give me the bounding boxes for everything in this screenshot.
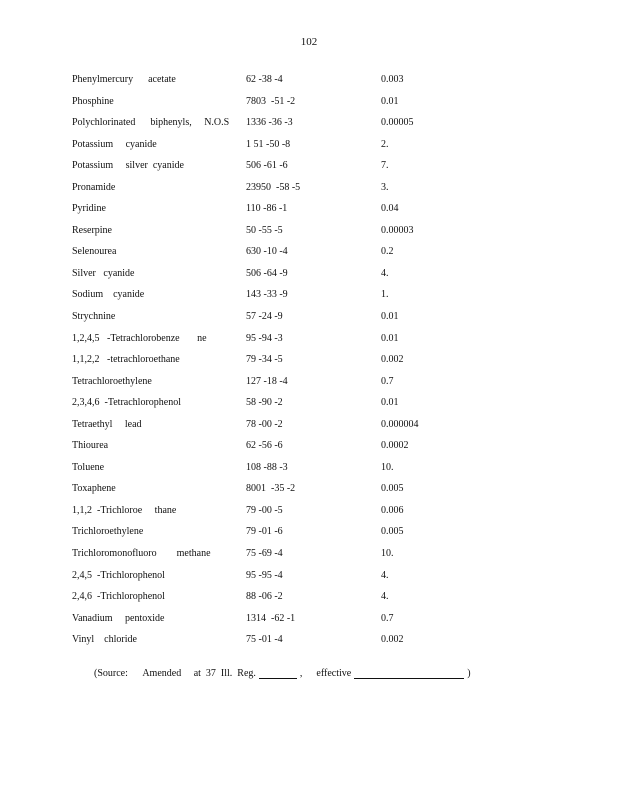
limit-value: 10.: [381, 461, 394, 473]
cas-number: 8001 -35 -2: [246, 483, 296, 495]
table-row: [72, 419, 492, 441]
table-row: [72, 376, 492, 398]
chemical-name: Toxaphene: [72, 483, 116, 495]
limit-value: 0.006: [381, 504, 404, 516]
cas-number: 79 -34 -5: [246, 354, 283, 366]
chemical-name: Phenylmercury acetate: [72, 74, 176, 85]
chemical-name: Strychnine: [72, 311, 116, 323]
limit-value: 0.002: [381, 354, 404, 366]
limit-value: 0.005: [381, 526, 404, 538]
chemical-name: 2,4,5 -Trichlorophenol: [72, 569, 165, 581]
limit-value: 0.003: [381, 74, 404, 85]
chemical-name: Pronamide: [72, 181, 116, 193]
cas-number: 108 -88 -3: [246, 461, 288, 473]
cas-number: 1 51 -50 -8: [246, 138, 291, 150]
table-row: [72, 591, 492, 613]
chemical-name: Pyridine: [72, 203, 106, 215]
chemical-name: Vanadium pentoxide: [72, 612, 165, 624]
limit-value: 0.01: [381, 95, 399, 107]
cas-number: 88 -06 -2: [246, 591, 283, 603]
cas-number: 7803 -51 -2: [246, 95, 296, 107]
chemical-name: Silver cyanide: [72, 267, 135, 279]
limit-value: 4.: [381, 569, 389, 581]
limit-value: 0.01: [381, 397, 399, 409]
limit-value: 0.002: [381, 634, 404, 646]
chemical-name: Tetrachloroethylene: [72, 375, 152, 387]
table-row: [72, 203, 492, 225]
table-row: [72, 613, 492, 635]
chemical-name: Sodium cyanide: [72, 289, 145, 301]
cas-number: 57 -24 -9: [246, 311, 283, 323]
chemical-name: Potassium silver cyanide: [72, 160, 184, 172]
table-row: [72, 74, 492, 96]
cas-number: 506 -64 -9: [246, 267, 288, 279]
chemical-name: Reserpine: [72, 224, 112, 236]
table-row: [72, 268, 492, 290]
table-row: [72, 548, 492, 570]
cas-number: 75 -69 -4: [246, 548, 283, 560]
table-row: [72, 182, 492, 204]
chemical-name: 1,1,2 -Trichloroe thane: [72, 504, 177, 516]
table-row: [72, 397, 492, 419]
limit-value: 0.7: [381, 612, 394, 624]
limit-value: 0.0002: [381, 440, 409, 452]
table-row: [72, 139, 492, 161]
table-row: [72, 333, 492, 355]
chemical-name: 1,2,4,5 -Tetrachlorobenze ne: [72, 332, 207, 344]
cas-number: 1336 -36 -3: [246, 117, 293, 129]
cas-number: 127 -18 -4: [246, 375, 288, 387]
register-blank: [259, 668, 297, 679]
chemical-name: Thiourea: [72, 440, 109, 452]
cas-number: 58 -90 -2: [246, 397, 283, 409]
chemical-name: 1,1,2,2 -tetrachloroethane: [72, 354, 180, 366]
table-row: [72, 160, 492, 182]
limit-value: 0.005: [381, 483, 404, 495]
limit-value: 3.: [381, 181, 389, 193]
chemical-name: Trichloromonofluoro methane: [72, 548, 211, 560]
table-row: [72, 289, 492, 311]
source-suffix: ): [467, 668, 471, 679]
table-row: [72, 354, 492, 376]
cas-number: 50 -55 -5: [246, 224, 283, 236]
limit-value: 2.: [381, 138, 389, 150]
cas-number: 630 -10 -4: [246, 246, 288, 258]
source-prefix: (Source: Amended at 37 Ill. Reg.: [94, 668, 256, 679]
chemical-name: 2,3,4,6 -Tetrachlorophenol: [72, 397, 181, 409]
table-row: [72, 483, 492, 505]
table-row: [72, 570, 492, 592]
cas-number: 78 -00 -2: [246, 418, 283, 430]
table-row: [72, 634, 492, 656]
table-row: [72, 96, 492, 118]
limit-value: 0.000004: [381, 418, 419, 430]
cas-number: 110 -86 -1: [246, 203, 288, 215]
cas-number: 506 -61 -6: [246, 160, 288, 172]
chemical-name: Toluene: [72, 461, 105, 473]
cas-number: 79 -01 -6: [246, 526, 283, 538]
cas-number: 1314 -62 -1: [246, 612, 296, 624]
limit-value: 0.01: [381, 332, 399, 344]
limit-value: 4.: [381, 267, 389, 279]
chemical-name: Phosphine: [72, 95, 114, 107]
limit-value: 10.: [381, 548, 394, 560]
cas-number: 143 -33 -9: [246, 289, 288, 301]
source-comma: ,: [299, 668, 303, 679]
table-row: [72, 505, 492, 527]
page-number: 102: [300, 36, 318, 48]
cas-number: 95 -94 -3: [246, 332, 283, 344]
limit-value: 1.: [381, 289, 389, 301]
chemical-name: Trichloroethylene: [72, 526, 144, 538]
source-effective: effective: [316, 668, 352, 679]
limit-value: 7.: [381, 160, 389, 172]
limit-value: 0.04: [381, 203, 399, 215]
table-row: [72, 311, 492, 333]
table-row: [72, 462, 492, 484]
cas-number: 79 -00 -5: [246, 504, 283, 516]
table-row: [72, 117, 492, 139]
effective-date-blank: [354, 668, 464, 679]
cas-number: 23950 -58 -5: [246, 181, 301, 193]
chemical-name: Polychlorinated biphenyls, N.O.S: [72, 117, 230, 129]
limit-value: 4.: [381, 591, 389, 603]
chemical-name: Selenourea: [72, 246, 117, 258]
cas-number: 75 -01 -4: [246, 634, 283, 646]
table-row: [72, 440, 492, 462]
limit-value: 0.2: [381, 246, 394, 258]
cas-number: 62 -38 -4: [246, 74, 283, 85]
table-row: [72, 225, 492, 247]
limit-value: 0.01: [381, 311, 399, 323]
chemical-name: 2,4,6 -Trichlorophenol: [72, 591, 165, 603]
limit-value: 0.00005: [381, 117, 414, 129]
chemical-table: [72, 74, 492, 656]
chemical-name: Potassium cyanide: [72, 138, 157, 150]
chemical-name: Tetraethyl lead: [72, 418, 142, 430]
limit-value: 0.7: [381, 375, 394, 387]
chemical-name: Vinyl chloride: [72, 634, 137, 646]
source-note: [94, 668, 471, 679]
cas-number: 95 -95 -4: [246, 569, 283, 581]
cas-number: 62 -56 -6: [246, 440, 283, 452]
table-row: [72, 246, 492, 268]
limit-value: 0.00003: [381, 224, 414, 236]
table-row: [72, 526, 492, 548]
